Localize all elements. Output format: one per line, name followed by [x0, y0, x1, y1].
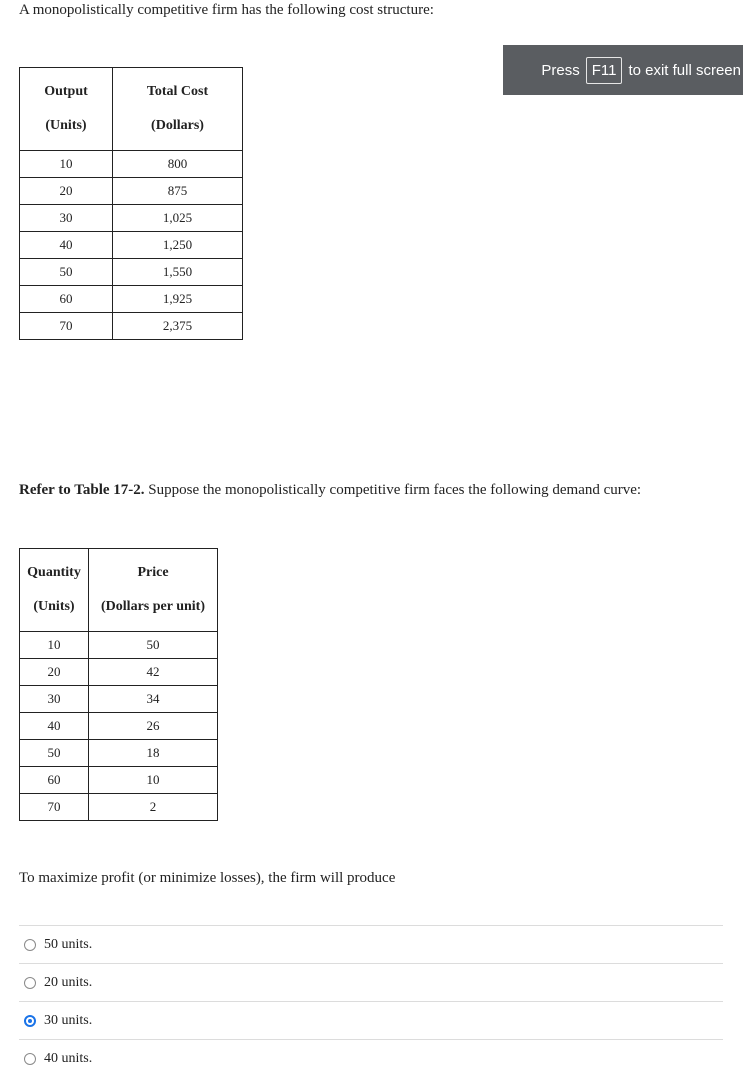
table-cell: 20 [20, 659, 89, 686]
radio-unchecked-icon[interactable] [24, 977, 36, 989]
table-cell: 1,025 [113, 205, 243, 232]
answer-option[interactable] [19, 925, 723, 963]
answer-option[interactable] [19, 1001, 723, 1039]
table-cell: 18 [89, 740, 218, 767]
table-cell: 2,375 [113, 313, 243, 340]
table-row [20, 313, 243, 340]
header-label: Total Cost [146, 84, 209, 99]
question-body: Suppose the monopolistically competitive firm faces the following demand curve: [144, 482, 642, 498]
table-cell: 34 [89, 686, 218, 713]
table-cell: 1,550 [113, 259, 243, 286]
answer-options [19, 925, 723, 1077]
table-cell: 40 [20, 232, 113, 259]
table-row [20, 151, 243, 178]
answer-option-label: 40 units. [44, 1050, 93, 1066]
table-row [20, 659, 218, 686]
cost-header-output [20, 68, 113, 151]
answer-option-label: 30 units. [44, 1012, 93, 1028]
question-text [19, 482, 641, 499]
table-cell: 800 [113, 151, 243, 178]
table-row [20, 686, 218, 713]
table-row [20, 740, 218, 767]
table-cell: 20 [20, 178, 113, 205]
cost-table [19, 67, 243, 340]
table-cell: 30 [20, 205, 113, 232]
table-cell: 42 [89, 659, 218, 686]
intro-text: A monopolistically competitive firm has the following cost structure: [19, 2, 434, 18]
fullscreen-notice [503, 45, 743, 95]
table-cell: 60 [20, 767, 89, 794]
question-table-ref: Refer to Table 17-2. [19, 482, 145, 498]
demand-table-body [20, 632, 218, 821]
header-unit: (Dollars per unit) [101, 599, 205, 614]
table-cell: 50 [89, 632, 218, 659]
table-cell: 70 [20, 313, 113, 340]
radio-unchecked-icon[interactable] [24, 939, 36, 951]
table-cell: 2 [89, 794, 218, 821]
table-cell: 1,925 [113, 286, 243, 313]
table-cell: 50 [20, 259, 113, 286]
cost-header-total-cost [113, 68, 243, 151]
header-unit: (Units) [33, 599, 75, 614]
table-cell: 10 [20, 151, 113, 178]
notice-text-after: to exit full screen [628, 61, 741, 79]
table-cell: 70 [20, 794, 89, 821]
table-row [20, 178, 243, 205]
radio-unchecked-icon[interactable] [24, 1053, 36, 1065]
table-row [20, 259, 243, 286]
radio-checked-icon[interactable] [24, 1015, 36, 1027]
table-cell: 26 [89, 713, 218, 740]
answer-option-label: 20 units. [44, 974, 93, 990]
table-row [20, 232, 243, 259]
table-cell: 1,250 [113, 232, 243, 259]
table-row [20, 767, 218, 794]
notice-text-before: Press [541, 61, 580, 79]
table-cell: 50 [20, 740, 89, 767]
table-row [20, 632, 218, 659]
f11-key-badge: F11 [586, 57, 623, 84]
answer-option[interactable] [19, 963, 723, 1001]
table-cell: 875 [113, 178, 243, 205]
table-row [20, 205, 243, 232]
table-cell: 60 [20, 286, 113, 313]
header-label: Output [44, 84, 88, 99]
table-row [20, 794, 218, 821]
header-unit: (Units) [45, 118, 87, 133]
header-label: Price [137, 565, 169, 580]
demand-header-price [89, 549, 218, 632]
answer-option[interactable] [19, 1039, 723, 1077]
cost-table-body [20, 151, 243, 340]
answer-option-label: 50 units. [44, 936, 93, 952]
table-cell: 40 [20, 713, 89, 740]
demand-table [19, 548, 218, 821]
table-cell: 10 [20, 632, 89, 659]
header-unit: (Dollars) [151, 118, 204, 133]
header-label: Quantity [27, 565, 81, 580]
question-prompt: To maximize profit (or minimize losses), the firm will produce [19, 870, 396, 886]
table-row [20, 286, 243, 313]
table-cell: 10 [89, 767, 218, 794]
table-row [20, 713, 218, 740]
table-cell: 30 [20, 686, 89, 713]
demand-header-quantity [20, 549, 89, 632]
